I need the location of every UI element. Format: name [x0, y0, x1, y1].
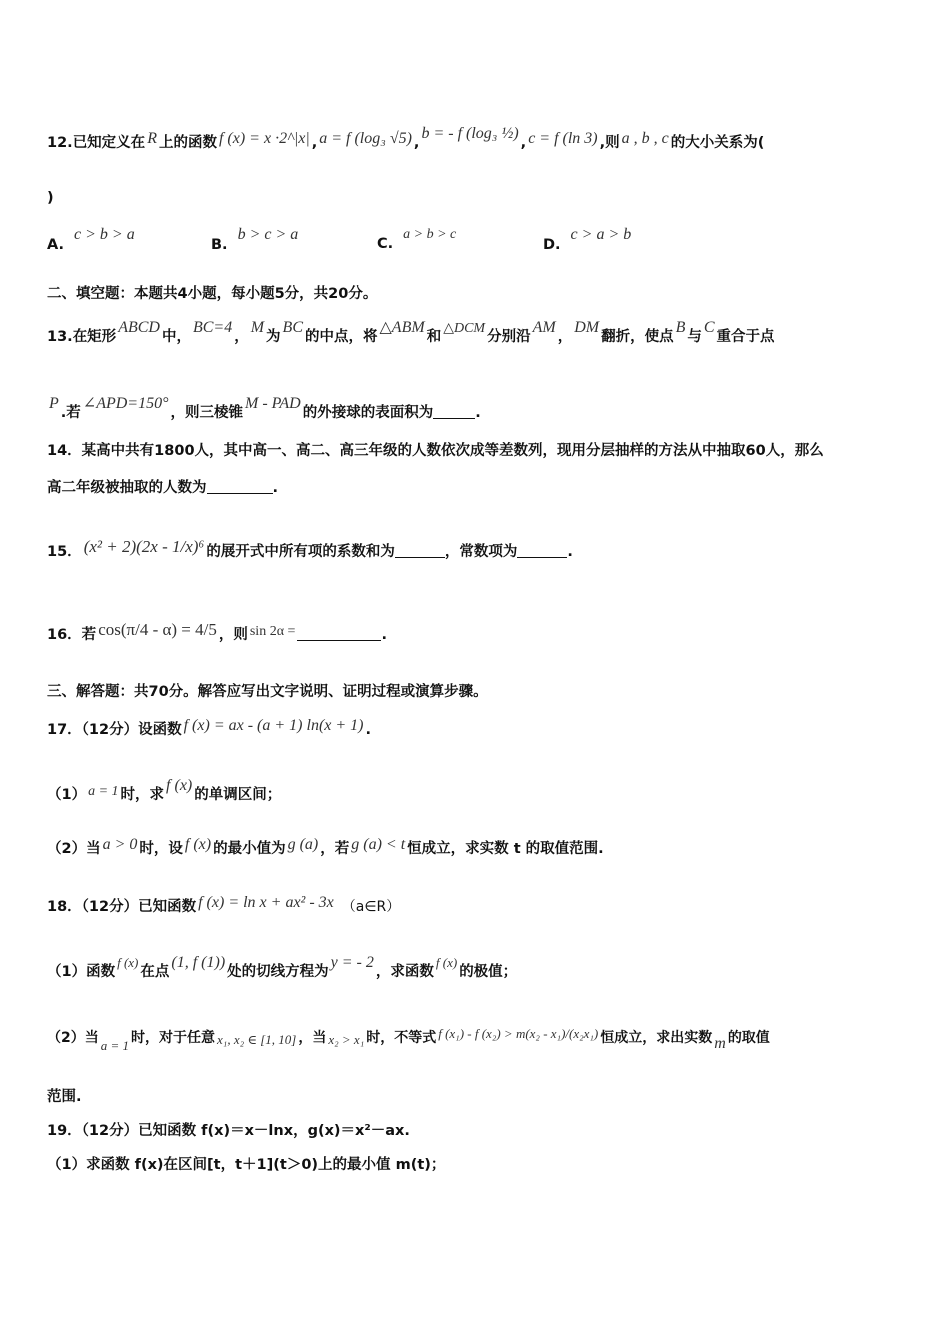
q13-text: ， [557, 329, 573, 345]
q13-math: BC [282, 319, 303, 336]
answer-blank[interactable] [395, 543, 445, 558]
q12-math-function: f (x) = x ·2^|x| [218, 130, 310, 147]
q13-text: 翻折，使点 [601, 329, 674, 345]
q17-text: 时，设 [139, 841, 183, 857]
answer-blank[interactable] [297, 626, 381, 641]
q13-text: 的中点，将 [305, 329, 378, 345]
option-label: C. [377, 236, 394, 252]
q15-text: 的展开式中所有项的系数和为 [206, 544, 395, 560]
q12-sep: , [311, 135, 318, 151]
option-expr: b > c > a [237, 226, 299, 243]
q13-math: AM [532, 319, 556, 336]
q18-text: 处的切线方程为 [227, 964, 329, 980]
question-17-part-1 [47, 776, 906, 805]
q17-math: g (a) < t [351, 836, 406, 853]
q12-text: 的大小关系为( [670, 135, 765, 151]
q16-text: . [381, 627, 387, 643]
option-label: D. [543, 237, 561, 253]
q13-text: 分别沿 [487, 329, 531, 345]
q14-text: . [272, 480, 279, 496]
q13-text: ， [234, 329, 249, 345]
q12-number: 12. [47, 135, 73, 151]
q18-text: 的极值； [459, 964, 518, 980]
q12-sep: , [520, 135, 527, 151]
q12-option-b [211, 226, 299, 254]
question-19-stem: 19．（12分）已知函数 f(x)＝x－lnx，g(x)＝x²－ax. [47, 1123, 410, 1139]
question-18-part-2 [47, 1024, 906, 1056]
question-14-line-2 [47, 478, 906, 498]
answer-blank[interactable] [207, 479, 273, 494]
q15-text: ，常数项为 [444, 544, 518, 560]
q14-text: 高二年级被抽取的人数为 [47, 480, 207, 496]
q13-math: B [675, 319, 686, 336]
q12-text: 已知定义在 [72, 135, 146, 151]
question-18-part-2-cont: 范围. [47, 1089, 82, 1105]
section-2-heading: 二、填空题：本题共4小题，每小题5分，共20分。 [47, 286, 378, 302]
q17-text: 的单调区间； [194, 787, 282, 803]
q12-sep: , [413, 135, 420, 151]
option-expr: c > b > a [74, 226, 135, 243]
q13-math: P [49, 395, 59, 412]
q18-math: x₁, x₂ ∈ [1, 10] [217, 1032, 297, 1047]
question-18-stem [47, 893, 906, 917]
q17-text: （1） [47, 787, 87, 803]
q12-close-paren [47, 188, 906, 208]
question-12-stem [47, 124, 906, 153]
section-3-heading: 三、解答题：共70分。解答应写出文字说明、证明过程或演算步骤。 [47, 684, 488, 700]
option-expr: c > a > b [570, 226, 632, 243]
q17-text: ，若 [320, 841, 350, 857]
q18-text: 在点 [140, 964, 170, 980]
q13-math: △DCM [443, 321, 486, 336]
q12-math-a: a = f (log₃ √5) [319, 130, 412, 147]
q12-math-c: c = f (ln 3) [528, 130, 598, 147]
q12-option-a [47, 226, 135, 254]
q18-math: f (x₁) - f (x₂) > m(x₂ - x₁)/(x₂x₁) [438, 1026, 599, 1041]
q18-text: ，当 [298, 1030, 327, 1046]
q18-math: y = - 2 [330, 954, 374, 971]
q18-text: 时，对于任意 [131, 1030, 216, 1046]
q13-text: 在矩形 [72, 329, 117, 345]
q18-math: a = 1 [100, 1038, 130, 1053]
option-label: B. [211, 237, 228, 253]
q15-text: . [567, 544, 573, 560]
q13-math: M - PAD [245, 395, 301, 412]
q17-math: a = 1 [88, 784, 119, 799]
question-13-line-2 [47, 394, 906, 423]
q18-text: ，求函数 [375, 964, 434, 980]
q16-math: sin 2α = [249, 624, 296, 639]
q13-text: 中， [161, 329, 191, 345]
q18-math: (1, f (1)) [171, 954, 226, 971]
q18-math: f (x) [117, 955, 139, 970]
q17-math: f (x) [166, 777, 193, 794]
q13-text: 和 [426, 329, 442, 345]
q18-condition: （a∈R） [341, 899, 401, 915]
q13-text: 的外接球的表面积为 [302, 405, 434, 421]
q12-math-abc: a , b , c [621, 130, 669, 147]
q17-text: 时，求 [120, 787, 165, 803]
q13-math: BC=4 [192, 319, 233, 336]
q17-math: g (a) [287, 836, 319, 853]
answer-blank[interactable] [433, 404, 475, 419]
q17-text: 17．（12分）设函数 [47, 722, 182, 738]
q12-option-c [377, 227, 457, 253]
q13-math: ABCD [118, 319, 160, 336]
q18-text: 时，不等式 [366, 1030, 437, 1046]
q18-text: 18．（12分）已知函数 [47, 899, 197, 915]
q18-text: （1）函数 [47, 964, 116, 980]
q18-math: m [714, 1035, 726, 1052]
q12-close: ) [47, 190, 54, 206]
q13-math: DM [574, 319, 600, 336]
question-19-part-1: （1）求函数 f(x)在区间[t，t＋1](t＞0)上的最小值 m(t)； [47, 1157, 446, 1173]
q18-text: 恒成立，求出实数 [600, 1030, 713, 1046]
question-13-line-1 [47, 318, 906, 347]
q13-math: ∠APD=150° [82, 395, 169, 412]
option-expr: a > b > c [403, 227, 457, 242]
q13-text: 与 [687, 329, 702, 345]
q16-math: cos(π/4 - α) = 4/5 [98, 620, 217, 639]
q16-number: 16．若 [47, 627, 97, 643]
q13-text: ，则三棱锥 [170, 405, 243, 421]
q12-option-d [543, 226, 632, 254]
q12-math-R: R [147, 130, 157, 147]
q18-math: f (x) = ln x + ax² - 3x [198, 894, 334, 911]
question-14-line-1: 14．某高中共有1800人，其中高一、高二、高三年级的人数依次成等差数列，现用分层抽样的方法从中抽取60人，那么 [47, 443, 824, 459]
q15-math: (x² + 2)(2x - 1/x)⁶ [83, 537, 205, 556]
q18-text: （2）当 [47, 1030, 99, 1046]
q13-math: △ABM [379, 319, 425, 336]
question-16 [47, 620, 906, 645]
question-18-part-1 [47, 953, 906, 982]
q18-math: f (x) [435, 955, 458, 970]
q13-number: 13. [47, 329, 73, 345]
q12-math-b: b = - f (log₃ ½) [421, 125, 519, 142]
q18-math: x₂ > x₁ [328, 1032, 365, 1047]
q12-text: ,则 [599, 135, 620, 151]
q13-text: .若 [60, 405, 81, 421]
q13-text: 重合于点 [716, 329, 775, 345]
q17-text: . [365, 722, 372, 738]
q17-math: f (x) = ax - (a + 1) ln(x + 1) [183, 717, 364, 734]
q17-text: （2）当 [47, 841, 101, 857]
q17-text: 的最小值为 [213, 841, 286, 857]
question-17-part-2 [47, 835, 906, 859]
q18-text: 的取值 [727, 1030, 770, 1046]
q13-text: 为 [266, 329, 281, 345]
q17-text: 恒成立，求实数 t 的取值范围. [407, 841, 604, 857]
answer-blank[interactable] [517, 543, 567, 558]
question-17-stem [47, 716, 906, 740]
q15-number: 15． [47, 544, 82, 560]
q12-text: 上的函数 [158, 135, 217, 151]
q13-math: C [703, 319, 715, 336]
q17-math: a > 0 [102, 836, 138, 853]
question-15 [47, 537, 906, 562]
q13-text: . [475, 405, 481, 421]
q13-math: M [250, 319, 265, 336]
q16-text: ，则 [218, 627, 248, 643]
q17-math: f (x) [184, 836, 212, 853]
option-label: A. [47, 237, 64, 253]
